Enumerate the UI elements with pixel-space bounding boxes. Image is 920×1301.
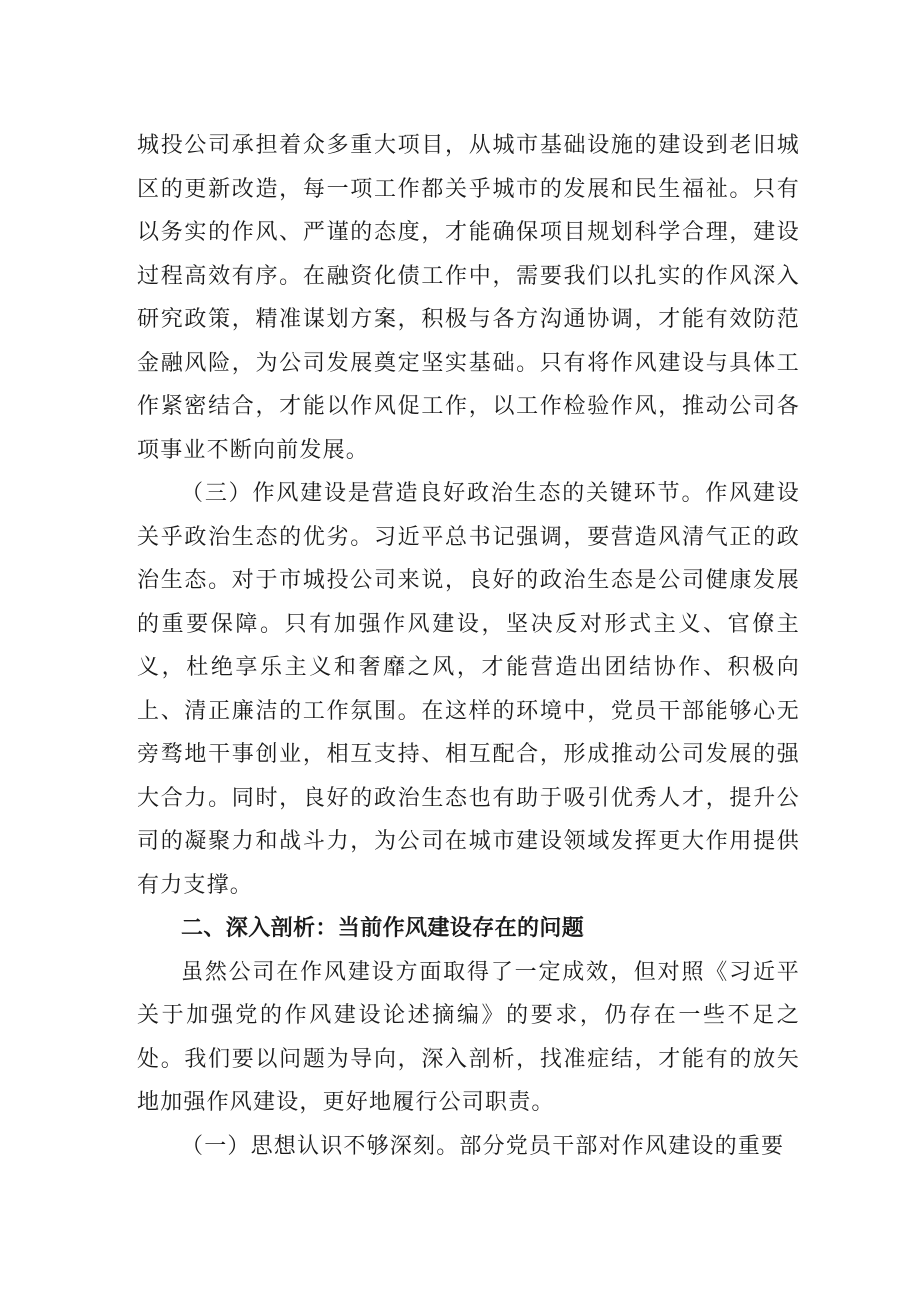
body-paragraph-political-ecology: [137, 472, 800, 907]
body-paragraph-thinking: [137, 1125, 800, 1169]
subsection-body-1: 部分党员干部对作风建设的重要: [459, 1133, 785, 1159]
subsection-lead-1: （一）思想认识不够深刻。: [181, 1133, 460, 1159]
document-page: [137, 124, 800, 1168]
subsection-lead-3: （三）作风建设是营造良好政治生态的关键环节。: [181, 481, 706, 506]
section-heading-2: 二、深入剖析：当前作风建设存在的问题: [181, 916, 585, 941]
subsection-body-3: 作风建设关乎政治生态的优劣。习近平总书记强调，要营造风清气正的政治生态。对于市城投公司来说，良好的政治生态是公司健康发展的重要保障。只有加强作风建设，坚决反对形式主义、官僚主义，杜绝享乐主义和奢靡之风，才能营造出团结协作、积极向上、清正廉洁的工作氛围。在这样的环境中，党员干部能够心无旁骛地干事创业，相互支持、相互配合，形成推动公司发展的强大合力。同时，良好的政治生态也有助于吸引优秀人才，提升公司的凝聚力和战斗力，为公司在城市建设领域发挥更大作用提供有力支撑。: [137, 481, 800, 898]
body-paragraph-projects: 城投公司承担着众多重大项目，从城市基础设施的建设到老旧城区的更新改造，每一项工作都关乎城市的发展和民生福祉。只有以务实的作风、严谨的态度，才能确保项目规划科学合理，建设过程高效有序。在融资化债工作中，需要我们以扎实的作风深入研究政策，精准谋划方案，积极与各方沟通协调，才能有效防范金融风险，为公司发展奠定坚实基础。只有将作风建设与具体工作紧密结合，才能以作风促工作，以工作检验作风，推动公司各项事业不断向前发展。: [137, 133, 800, 463]
body-paragraph-intro-problems: 虽然公司在作风建设方面取得了一定成效，但对照《习近平关于加强党的作风建设论述摘编》的要求，仍存在一些不足之处。我们要以问题为导向，深入剖析，找准症结，才能有的放矢地加强作风建设，更好地履行公司职责。: [137, 959, 800, 1115]
